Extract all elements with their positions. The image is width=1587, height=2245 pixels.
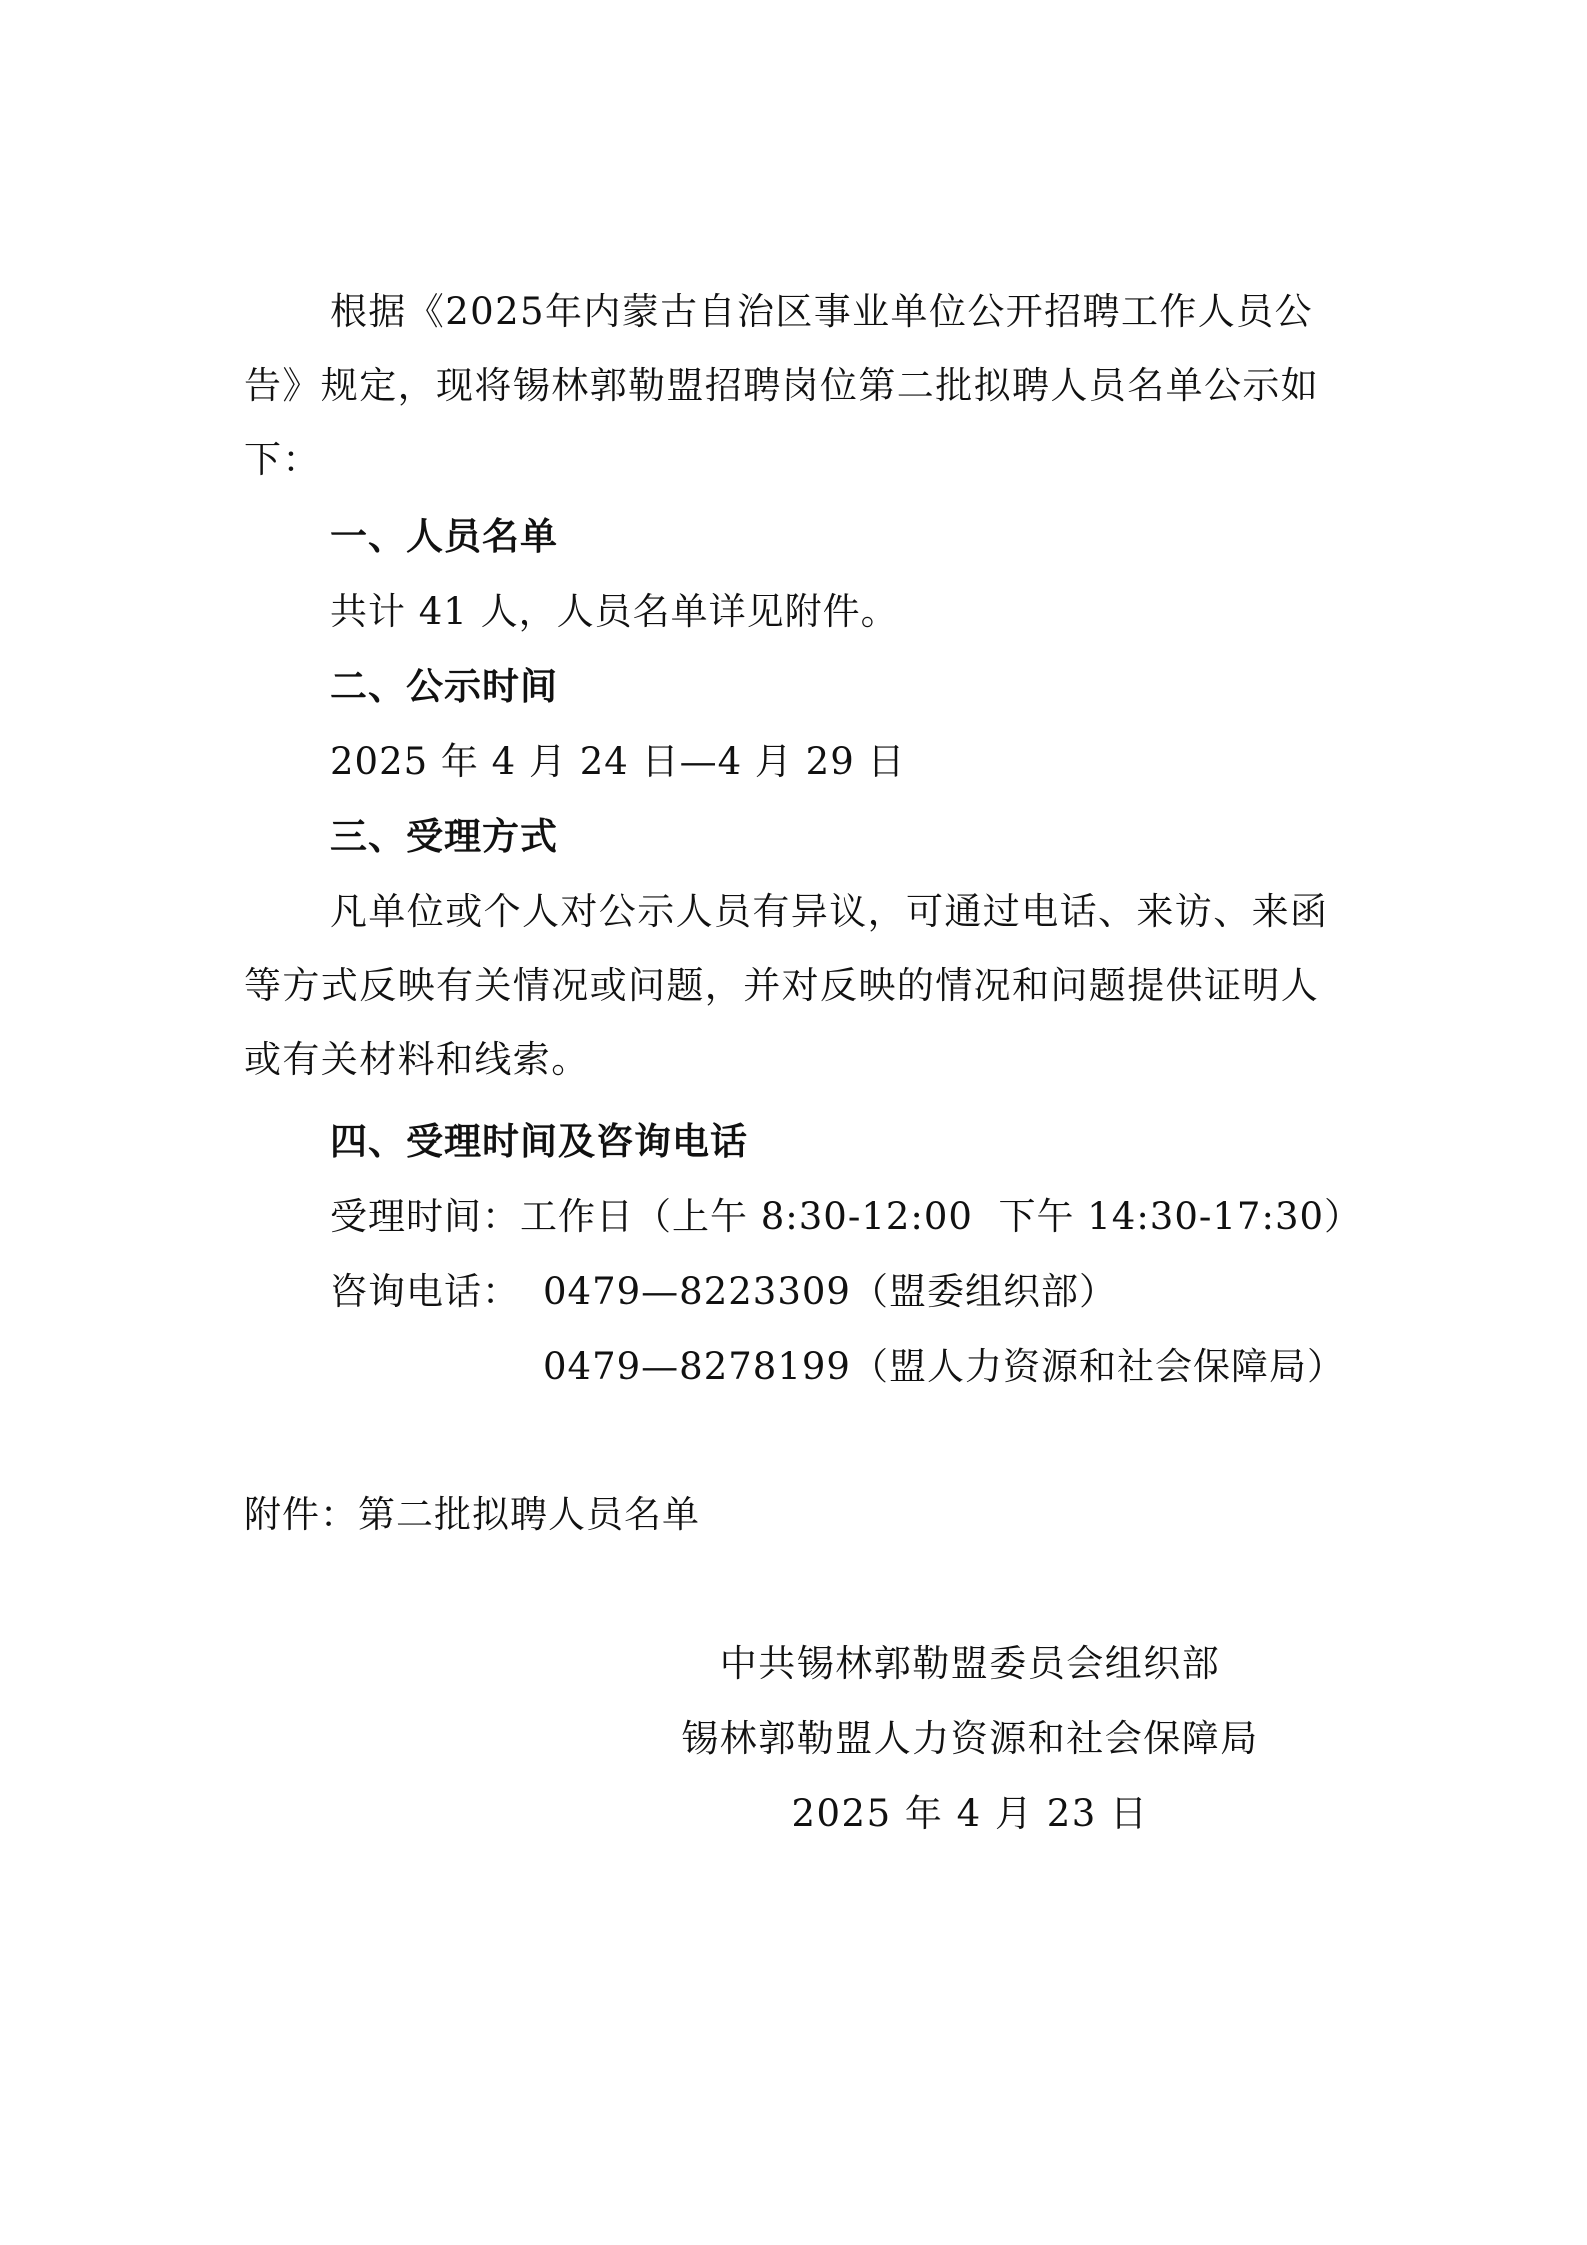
section-4-phone-label: 咨询电话： <box>330 1270 520 1313</box>
section-3-body: 凡单位或个人对公示人员有异议，可通过电话、来访、来函等方式反映有关情况或问题，并对反映的情况和问题提供证明人或有关材料和线索。 <box>244 890 1329 1081</box>
section-2-heading: 二、公示时间 <box>330 665 558 708</box>
section-1-heading: 一、人员名单 <box>330 515 558 558</box>
section-4-phone-1: 0479—8223309（盟委组织部） <box>543 1270 1117 1313</box>
section-4-hours: 受理时间：工作日（上午 8:30-12:00 下午 14:30-17:30） <box>330 1195 1363 1238</box>
signature-org-2: 锡林郭勒盟人力资源和社会保障局 <box>681 1717 1259 1760</box>
signature-date: 2025 年 4 月 23 日 <box>791 1792 1149 1835</box>
attachment-note: 附件：第二批拟聘人员名单 <box>244 1493 700 1536</box>
section-4-heading: 四、受理时间及咨询电话 <box>330 1120 748 1163</box>
section-2-body: 2025 年 4 月 24 日—4 月 29 日 <box>330 740 906 783</box>
signature-org-1: 中共锡林郭勒盟委员会组织部 <box>719 1642 1221 1685</box>
section-1-body: 共计 41 人，人员名单详见附件。 <box>330 590 899 633</box>
section-4-phone-2: 0479—8278199（盟人力资源和社会保障局） <box>543 1345 1345 1388</box>
intro-paragraph: 根据《2025年内蒙古自治区事业单位公开招聘工作人员公告》规定，现将锡林郭勒盟招聘岗位第二批拟聘人员名单公示如下： <box>244 290 1320 481</box>
section-3-heading: 三、受理方式 <box>330 815 558 858</box>
